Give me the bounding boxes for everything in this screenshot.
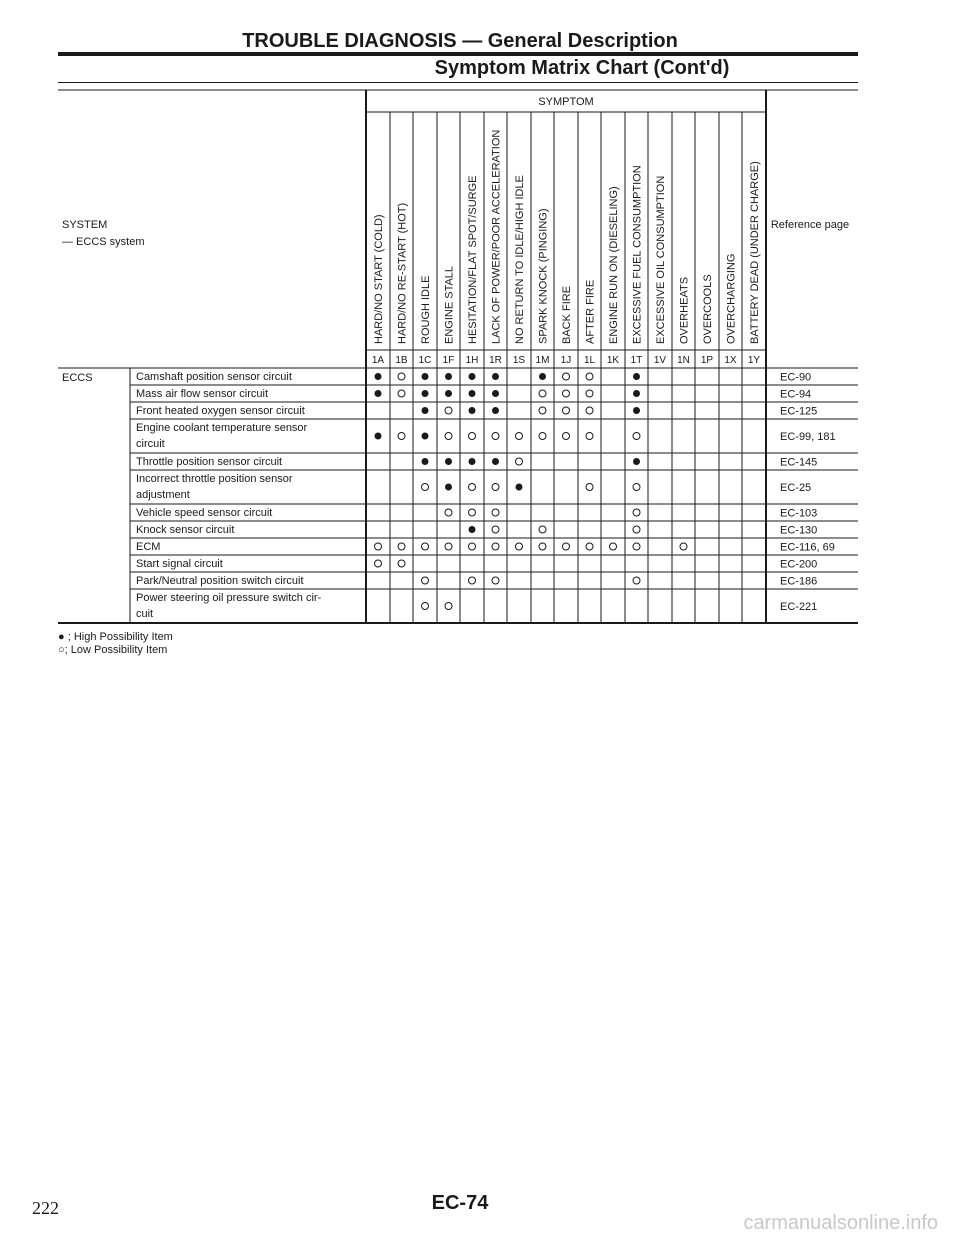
- reference-page: EC-145: [780, 456, 818, 469]
- low-possibility-mark: [445, 603, 452, 610]
- high-possibility-mark: [539, 373, 546, 380]
- low-possibility-mark: [445, 407, 452, 414]
- low-possibility-mark: [539, 390, 546, 397]
- symptom-name: HARD/NO START (COLD): [373, 214, 385, 344]
- symptom-code: 1H: [465, 355, 479, 366]
- symptom-code: 1F: [442, 355, 455, 366]
- high-possibility-mark: [469, 407, 476, 414]
- row-label: circuit: [136, 438, 165, 450]
- symptom-code: 1B: [395, 355, 408, 366]
- low-possibility-mark: [586, 543, 593, 550]
- low-possibility-mark: [633, 484, 640, 491]
- system-label: SYSTEM: [62, 219, 108, 231]
- symptom-name: HARD/NO RE-START (HOT): [396, 202, 409, 344]
- low-possibility-mark: [633, 509, 640, 516]
- page-title: TROUBLE DIAGNOSIS — General Description: [242, 30, 678, 52]
- symptom-code: 1J: [560, 355, 572, 366]
- high-possibility-mark: [375, 373, 382, 380]
- low-possibility-mark: [492, 577, 499, 584]
- low-possibility-mark: [633, 577, 640, 584]
- low-possibility-mark: [516, 433, 523, 440]
- legend-low-possibility: ○; Low Possibility Item: [58, 644, 168, 656]
- row-label: ECM: [136, 541, 161, 553]
- low-possibility-mark: [633, 526, 640, 533]
- high-possibility-mark: [633, 373, 640, 380]
- low-possibility-mark: [563, 407, 570, 414]
- high-possibility-mark: [516, 484, 523, 491]
- high-possibility-mark: [633, 458, 640, 465]
- symptom-code: 1C: [418, 355, 432, 366]
- low-possibility-mark: [516, 458, 523, 465]
- symptom-name: OVERCOOLS: [702, 274, 714, 344]
- reference-page: EC-25: [780, 482, 812, 494]
- symptom-name: EXCESSIVE FUEL CONSUMPTION: [631, 165, 644, 344]
- high-possibility-mark: [375, 433, 382, 440]
- row-label: adjustment: [136, 489, 190, 501]
- high-possibility-mark: [375, 390, 382, 397]
- low-possibility-mark: [469, 484, 476, 491]
- low-possibility-mark: [398, 390, 405, 397]
- row-label: Power steering oil pressure switch cir-: [136, 592, 322, 604]
- low-possibility-mark: [539, 526, 546, 533]
- symptom-code: 1K: [606, 355, 620, 366]
- row-label: Vehicle speed sensor circuit: [136, 507, 273, 519]
- symptom-code: 1L: [583, 355, 596, 366]
- symptom-name: NO RETURN TO IDLE/HIGH IDLE: [514, 175, 526, 344]
- row-label: Park/Neutral position switch circuit: [136, 575, 304, 587]
- low-possibility-mark: [398, 433, 405, 440]
- reference-page: EC-103: [780, 507, 818, 520]
- low-possibility-mark: [398, 543, 405, 550]
- system-header: [62, 217, 145, 251]
- high-possibility-mark: [492, 373, 499, 380]
- symptom-name: SPARK KNOCK (PINGING): [537, 208, 550, 344]
- low-possibility-mark: [422, 577, 429, 584]
- watermark: carmanualsonline.info: [743, 1212, 938, 1234]
- high-possibility-mark: [422, 458, 429, 465]
- legend-high-possibility: ● ; High Possibility Item: [58, 631, 173, 643]
- low-possibility-mark: [633, 433, 640, 440]
- low-possibility-mark: [586, 484, 593, 491]
- row-label: Camshaft position sensor circuit: [136, 371, 292, 383]
- reference-page: EC-116, 69: [780, 541, 835, 554]
- symptom-code: 1M: [535, 355, 550, 366]
- symptom-name: ENGINE STALL: [443, 265, 456, 344]
- high-possibility-mark: [492, 407, 499, 414]
- low-possibility-mark: [422, 603, 429, 610]
- low-possibility-mark: [539, 543, 546, 550]
- low-possibility-mark: [586, 433, 593, 440]
- symptom-name: AFTER FIRE: [584, 279, 597, 344]
- row-label: Mass air flow sensor circuit: [136, 388, 269, 400]
- symptom-code: 1N: [677, 355, 690, 366]
- high-possibility-mark: [633, 390, 640, 397]
- low-possibility-mark: [445, 543, 452, 550]
- high-possibility-mark: [445, 390, 452, 397]
- symptom-name: ENGINE RUN ON (DIESELING): [608, 186, 620, 344]
- low-possibility-mark: [398, 373, 405, 380]
- low-possibility-mark: [633, 543, 640, 550]
- symptom-code: 1P: [700, 355, 714, 366]
- reference-page: EC-221: [780, 601, 818, 613]
- row-label: cuit: [136, 608, 154, 620]
- symptom-code: 1T: [630, 355, 643, 366]
- high-possibility-mark: [445, 373, 452, 380]
- low-possibility-mark: [469, 509, 476, 516]
- low-possibility-mark: [469, 543, 476, 550]
- low-possibility-mark: [563, 433, 570, 440]
- symptom-code: 1S: [512, 355, 526, 366]
- reference-page: EC-186: [780, 575, 818, 588]
- low-possibility-mark: [586, 373, 593, 380]
- low-possibility-mark: [563, 543, 570, 550]
- symptom-code: 1V: [653, 355, 667, 366]
- high-possibility-mark: [422, 390, 429, 397]
- reference-page: EC-90: [780, 371, 812, 384]
- symptom-name: ROUGH IDLE: [420, 275, 432, 344]
- low-possibility-mark: [539, 433, 546, 440]
- low-possibility-mark: [398, 560, 405, 567]
- high-possibility-mark: [492, 390, 499, 397]
- low-possibility-mark: [492, 526, 499, 533]
- high-possibility-mark: [469, 526, 476, 533]
- low-possibility-mark: [492, 509, 499, 516]
- margin-page-number: 222: [32, 1198, 59, 1218]
- high-possibility-mark: [633, 407, 640, 414]
- low-possibility-mark: [469, 577, 476, 584]
- symptom-name: OVERCHARGING: [725, 253, 738, 344]
- symptom-code: 1X: [724, 355, 737, 366]
- high-possibility-mark: [492, 458, 499, 465]
- symptom-name: BATTERY DEAD (UNDER CHARGE): [749, 161, 761, 344]
- reference-page: EC-125: [780, 405, 818, 418]
- low-possibility-mark: [516, 543, 523, 550]
- symptom-name: LACK OF POWER/POOR ACCELERATION: [490, 129, 503, 344]
- symptom-code: 1A: [371, 355, 385, 366]
- system-sub-label: — ECCS system: [62, 236, 145, 248]
- low-possibility-mark: [422, 484, 429, 491]
- high-possibility-mark: [422, 407, 429, 414]
- reference-page-header: Reference page: [770, 219, 850, 231]
- low-possibility-mark: [375, 543, 382, 550]
- low-possibility-mark: [375, 560, 382, 567]
- high-possibility-mark: [469, 390, 476, 397]
- low-possibility-mark: [445, 433, 452, 440]
- low-possibility-mark: [586, 390, 593, 397]
- row-label: Start signal circuit: [136, 558, 223, 570]
- low-possibility-mark: [680, 543, 687, 550]
- symptom-name: HESITATION/FLAT SPOT/SURGE: [467, 175, 479, 344]
- low-possibility-mark: [492, 433, 499, 440]
- low-possibility-mark: [469, 433, 476, 440]
- symptom-code: 1Y: [747, 355, 761, 366]
- low-possibility-mark: [492, 484, 499, 491]
- symptom-header: SYMPTOM: [538, 96, 594, 108]
- symptom-name: OVERHEATS: [678, 276, 691, 344]
- high-possibility-mark: [469, 458, 476, 465]
- high-possibility-mark: [469, 373, 476, 380]
- row-label: Throttle position sensor circuit: [136, 456, 283, 468]
- low-possibility-mark: [563, 373, 570, 380]
- high-possibility-mark: [422, 373, 429, 380]
- symptom-name: BACK FIRE: [561, 285, 573, 344]
- reference-page: EC-200: [780, 558, 818, 571]
- low-possibility-mark: [445, 509, 452, 516]
- low-possibility-mark: [539, 407, 546, 414]
- high-possibility-mark: [445, 458, 452, 465]
- symptom-code: 1R: [489, 355, 502, 366]
- reference-page: EC-94: [780, 388, 812, 401]
- legend: [58, 631, 173, 657]
- row-label: Engine coolant temperature sensor: [136, 422, 308, 434]
- low-possibility-mark: [563, 390, 570, 397]
- high-possibility-mark: [445, 484, 452, 491]
- high-possibility-mark: [422, 433, 429, 440]
- page-subtitle: Symptom Matrix Chart (Cont'd): [434, 57, 730, 79]
- row-label: Front heated oxygen sensor circuit: [136, 405, 305, 417]
- low-possibility-mark: [586, 407, 593, 414]
- symptom-name: EXCESSIVE OIL CONSUMPTION: [655, 175, 667, 344]
- reference-page: EC-130: [780, 524, 818, 537]
- low-possibility-mark: [610, 543, 617, 550]
- row-label: Incorrect throttle position sensor: [136, 473, 293, 485]
- low-possibility-mark: [422, 543, 429, 550]
- system-group-label: ECCS: [62, 372, 93, 384]
- reference-page: EC-99, 181: [780, 431, 836, 443]
- row-label: Knock sensor circuit: [136, 524, 235, 536]
- page-number: EC-74: [431, 1192, 489, 1214]
- low-possibility-mark: [492, 543, 499, 550]
